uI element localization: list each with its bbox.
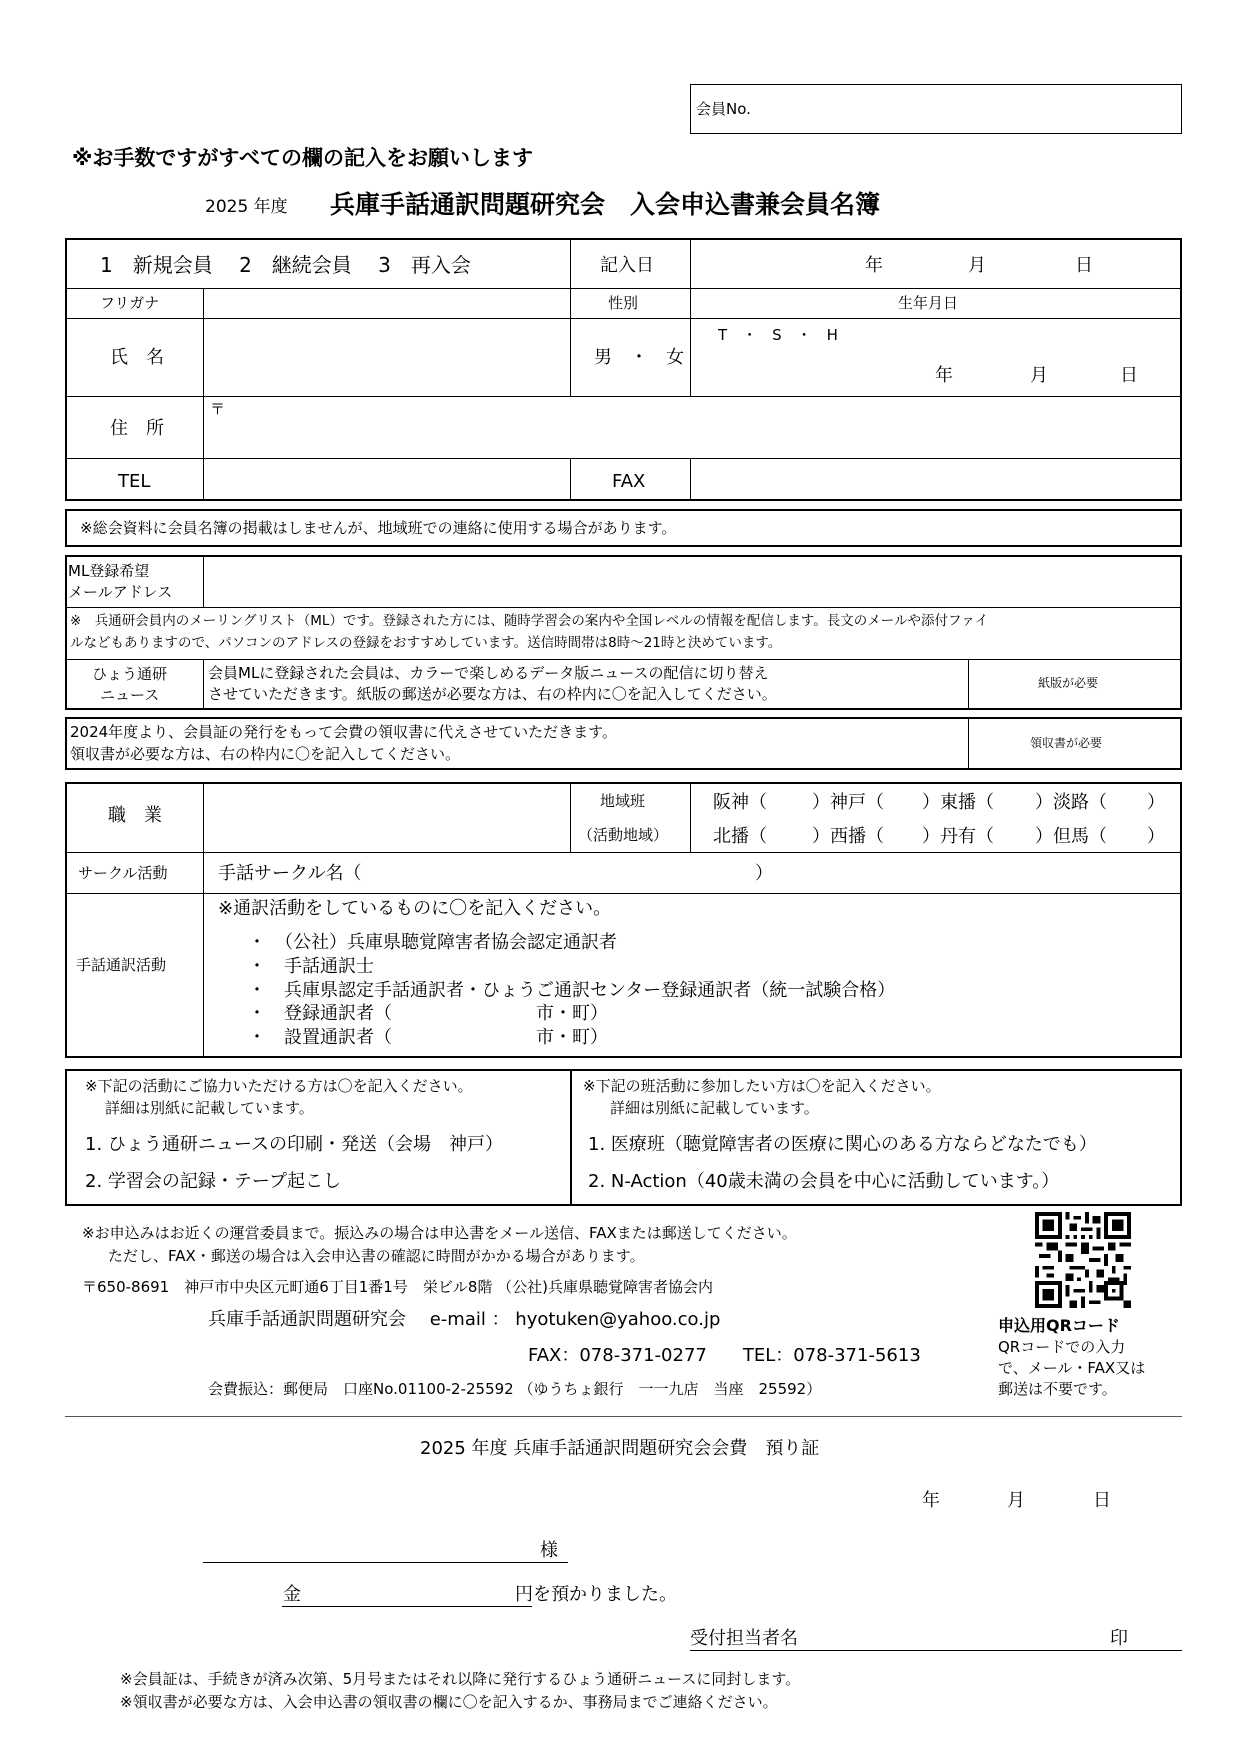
birth-era-options[interactable]: T ・ S ・ H: [718, 326, 838, 344]
circle-name-field[interactable]: [380, 858, 750, 888]
slip-note-2: ※領収書が必要な方は、入会申込書の領収書の欄に〇を記入するか、事務局までご連絡ください。: [120, 1693, 778, 1711]
furigana-field[interactable]: [205, 290, 568, 317]
paper-needed-label: 紙版が必要: [1038, 676, 1099, 690]
ml-label-2: メールアドレス: [68, 583, 173, 601]
receipt-notice-2: 領収書が必要な方は、右の枠内に〇を記入してください。: [70, 745, 461, 763]
interp-item[interactable]: ・ 手話通訳士: [248, 956, 374, 977]
birth-day-label: 日: [1120, 365, 1138, 386]
ml-note-1: ※ 兵通研会員内のメーリングリスト（ML）です。登録された方には、随時学習会の案内や全国レベルの情報を配信します。長文のメールや添付ファイ: [70, 613, 989, 629]
region-touban[interactable]: ）東播（: [922, 792, 994, 813]
birth-month-label: 月: [1030, 365, 1048, 386]
qr-label-2: QRコードでの入力: [998, 1338, 1126, 1356]
coop-left-title-1: ※下記の活動にご協力いただける方は〇を記入ください。: [85, 1077, 473, 1095]
address-label: 住 所: [110, 418, 164, 439]
qr-code-icon[interactable]: [1035, 1212, 1131, 1308]
interp-item[interactable]: ・ 兵庫県認定手話通訳者・ひょうご通訳センター登録通訳者（統一試験合格）: [248, 980, 896, 1001]
news-text-1: 会員MLに登録された会員は、カラーで楽しめるデータ版ニュースの配信に切り替え: [208, 664, 769, 682]
ml-label-1: ML登録希望: [68, 562, 150, 580]
slip-staff-label: 受付担当者名: [690, 1628, 798, 1649]
receipt-needed-label: 領収書が必要: [1030, 736, 1103, 750]
coop-left-item[interactable]: 1. ひょう通研ニュースの印刷・発送（会場 神戸）: [85, 1134, 503, 1155]
region-label-1: 地域班: [600, 792, 646, 810]
notice-fill-all: ※お手数ですがすべての欄の記入をお願いします: [72, 146, 533, 170]
gender-header: 性別: [608, 294, 639, 312]
region-tanyu[interactable]: ）丹有（: [922, 826, 994, 847]
tel-field[interactable]: [205, 460, 568, 498]
birthdate-header: 生年月日: [898, 294, 959, 312]
slip-title: 2025 年度 兵庫手話通訳問題研究会会費 預り証: [420, 1438, 820, 1459]
member-type-options[interactable]: 1 新規会員 2 継続会員 3 再入会: [100, 253, 471, 277]
coop-left-item[interactable]: 2. 学習会の記録・テープ起こし: [85, 1171, 341, 1192]
entry-month-label: 月: [968, 255, 986, 276]
name-label: 氏 名: [110, 347, 164, 368]
slip-yen-received: 円を預かりました。: [515, 1584, 677, 1605]
slip-year-label: 年: [922, 1490, 940, 1511]
region-label-2: （活動地域）: [578, 826, 669, 844]
member-no-label: 会員No.: [696, 100, 751, 118]
slip-day-label: 日: [1093, 1490, 1111, 1511]
coop-left-title-2: 詳細は別紙に記載しています。: [105, 1099, 314, 1117]
region-hokuban[interactable]: 北播（: [713, 826, 767, 847]
slip-sama: 様: [540, 1540, 558, 1561]
region-awaji[interactable]: ）淡路（: [1035, 792, 1107, 813]
org-fax-tel: FAX：078-371-0277 TEL：078-371-5613: [528, 1345, 921, 1366]
qr-label-3: で、メール・FAX又は: [998, 1359, 1146, 1377]
roster-notice: ※総会資料に会員名簿の掲載はしませんが、地域班での連絡に使用する場合があります。: [80, 519, 677, 537]
apply-note-1: ※お申込みはお近くの運営委員まで。振込みの場合は申込書をメール送信、FAXまたは郵送してください。: [82, 1224, 797, 1242]
interp-label: 手話通訳活動: [76, 956, 167, 974]
coop-right-title-2: 詳細は別紙に記載しています。: [610, 1099, 819, 1117]
region-row2-close: ）: [1147, 826, 1165, 847]
ml-email-field[interactable]: [205, 557, 1180, 605]
birth-year-label: 年: [935, 365, 953, 386]
member-no-box[interactable]: [690, 84, 1182, 134]
coop-right-item[interactable]: 1. 医療班（聴覚障害者の医療に関心のある方ならどなたでも）: [588, 1134, 1097, 1155]
fax-field[interactable]: [692, 460, 1180, 498]
postal-mark: 〒: [210, 400, 226, 418]
org-email: 兵庫手話通訳問題研究会 e-mail ： hyotuken@yahoo.co.jp: [208, 1309, 721, 1330]
entry-day-label: 日: [1075, 255, 1093, 276]
address-field[interactable]: [205, 398, 1180, 456]
qr-label-4: 郵送は不要です。: [998, 1380, 1117, 1398]
slip-kin: 金: [283, 1584, 301, 1605]
interp-note: ※通訳活動をしているものに〇を記入ください。: [218, 898, 612, 919]
furigana-label: フリガナ: [100, 294, 160, 312]
circle-name-label: 手話サークル名（: [218, 863, 362, 884]
org-address: 〒650-8691 神戸市中央区元町通6丁目1番1号 栄ビル8階 （公社)兵庫県聴覚障害者協会内: [82, 1278, 714, 1296]
interp-item[interactable]: ・ 設置通訳者（ 市・町）: [248, 1027, 608, 1048]
region-row1-close: ）: [1147, 792, 1165, 813]
region-hanshin[interactable]: 阪神（: [713, 792, 767, 813]
region-seiban[interactable]: ）西播（: [812, 826, 884, 847]
name-field[interactable]: [205, 320, 568, 394]
news-label-1: ひょう通研: [92, 665, 168, 683]
coop-right-item[interactable]: 2. N-Action（40歳未満の会員を中心に活動しています。）: [588, 1171, 1060, 1192]
news-text-2: させていただきます。紙版の郵送が必要な方は、右の枠内に〇を記入してください。: [208, 685, 777, 703]
circle-label: サークル活動: [78, 864, 168, 882]
job-field[interactable]: [205, 784, 568, 850]
entry-date-label: 記入日: [600, 255, 654, 276]
slip-seal-label: 印: [1110, 1628, 1128, 1649]
gender-options[interactable]: 男 ・ 女: [594, 347, 684, 368]
bank-info: 会費振込：郵便局 口座No.01100-2-25592 （ゆうちょ銀行 一一九店 当座 25592）: [208, 1380, 822, 1398]
tel-label: TEL: [118, 471, 151, 492]
cut-line: [65, 1416, 1182, 1417]
qr-label-1: 申込用QRコード: [998, 1316, 1120, 1335]
ml-note-2: ルなどもありますので、パソコンのアドレスの登録をおすすめしています。送信時間帯は8時～21時と決めています。: [70, 635, 782, 651]
slip-month-label: 月: [1007, 1490, 1025, 1511]
interp-item[interactable]: ・ （公社）兵庫県聴覚障害者協会認定通訳者: [248, 932, 617, 953]
region-kobe[interactable]: ）神戸（: [812, 792, 884, 813]
title-year: 2025 年度: [205, 197, 288, 217]
interp-item[interactable]: ・ 登録通訳者（ 市・町）: [248, 1003, 608, 1024]
circle-name-close: ）: [755, 863, 773, 884]
receipt-notice-1: 2024年度より、会員証の発行をもって会費の領収書に代えさせていただきます。: [70, 723, 617, 741]
region-tajima[interactable]: ）但馬（: [1035, 826, 1107, 847]
news-label-2: ニュース: [100, 686, 160, 704]
job-label: 職 業: [108, 805, 162, 826]
coop-right-title-1: ※下記の班活動に参加したい方は〇を記入ください。: [583, 1077, 941, 1095]
fax-label: FAX: [612, 471, 646, 492]
page-title: 兵庫手話通訳問題研究会 入会申込書兼会員名簿: [330, 190, 881, 219]
slip-note-1: ※会員証は、手続きが済み次第、5月号またはそれ以降に発行するひょう通研ニュースに同封します。: [120, 1670, 801, 1688]
apply-note-2: ただし、FAX・郵送の場合は入会申込書の確認に時間がかかる場合があります。: [108, 1247, 645, 1265]
entry-year-label: 年: [865, 255, 883, 276]
